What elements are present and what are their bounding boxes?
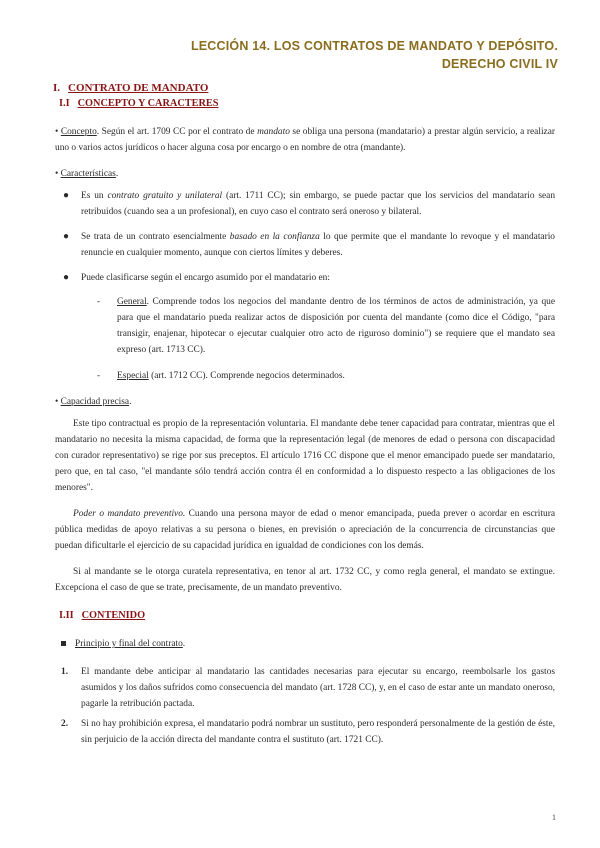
- list-item: [55, 716, 555, 748]
- mandato-preventivo-paragraph: [55, 506, 555, 554]
- item-text: El mandante debe anticipar al mandatario las cantidades necesarias para ejecutar su encargo, reembolsarle los gastos asumidos y los daños sufridos como consecuencia del mandato (art. 1728 CC), y, en el caso de estar ante un mandato oneroso, pagarle la retribución pactada.: [81, 667, 555, 709]
- bullet-dot: ●: [63, 231, 70, 242]
- mandato-preventivo-label: Poder o mandato preventivo.: [73, 509, 186, 519]
- document-body: [55, 80, 555, 752]
- subsection-number: I.II: [59, 610, 74, 621]
- caracteristicas-label: Características: [60, 169, 116, 179]
- bullet-marker: •: [55, 397, 59, 407]
- item-text: Es un: [81, 191, 108, 201]
- concepto-paragraph: [55, 124, 555, 156]
- concepto-text-end: se obliga una persona (mandatario) a prestar algún servicio, a realizar uno o varios actos jurídicos o hacer alguna cosa por encargo o en nombre de otra (mandante).: [55, 127, 555, 153]
- dash-marker: -: [97, 297, 101, 307]
- list-item-especial: [55, 368, 555, 384]
- capacidad-label: Capacidad precisa: [60, 397, 130, 407]
- subsection-title: CONCEPTO Y CARACTERES: [77, 98, 219, 109]
- principio-label: Principio y final del contrato: [75, 639, 183, 649]
- lesson-title: LECCIÓN 14. LOS CONTRATOS DE MANDATO Y DEPÓSITO.: [190, 39, 558, 53]
- curatela-paragraph: Si al mandante se le otorga curatela representativa, en tenor al art. 1732 CC, y como regla general, el mandato se extingue. Excepciona el caso de que se trate, precisamente, de un mandato preventivo.: [55, 567, 555, 593]
- caracteristicas-list: [55, 188, 555, 384]
- list-item: [55, 229, 555, 261]
- item-text: Si no hay prohibición expresa, el mandatario podrá nombrar un sustituto, pero responderá personalmente de la gestión de éste, sin perjuicio de la acción directa del mandante contra el sustituto (art. 1721 CC).: [81, 719, 555, 745]
- general-text: . Comprende todos los negocios del mandante dentro de los términos de actos de administración, ya que para que el mandatario pueda realizar actos de disposición por cuenta del mandante (como dice el Código, "para transigir, enajenar, hipotecar o ejecutar cualquier otro acto de riguroso dominio") se requiere que el mandato sea expreso (art. 1713 CC).: [117, 297, 555, 355]
- section-number: I.: [53, 82, 61, 94]
- dash-marker: -: [97, 371, 101, 381]
- obligaciones-list: [55, 664, 555, 748]
- especial-label: Especial: [117, 371, 149, 381]
- square-bullet-icon: [61, 641, 66, 646]
- section-title: CONTRATO DE MANDATO: [68, 82, 209, 94]
- mandato-preventivo-text: Cuando una persona mayor de edad o menor emancipada, pueda prever o acordar en escritura pública medidas de apoyo relativas a su persona o bienes, en previsión o apreciación de la concurrencia de circunstancias que puedan dificultarle el ejercicio de su capacidad jurídica en igualdad de condiciones con los demás.: [55, 509, 555, 551]
- item-number: 1.: [61, 667, 69, 677]
- list-item: [55, 188, 555, 220]
- bullet-marker: •: [55, 127, 59, 137]
- subsection-title: CONTENIDO: [81, 610, 146, 621]
- concepto-label: Concepto: [60, 127, 97, 137]
- capacidad-paragraph: Este tipo contractual es propio de la representación voluntaria. El mandante debe tener capacidad para contratar, mientras que el mandatario no necesita la misma capacidad, de forma que la representación legal (de menores de edad o persona con discapacidad con curador representativo) se rige por sus preceptos. El artículo 1716 CC dispone que el menor emancipado puede ser mandatario, pero que, en tal caso, "el mandante sólo tendrá acción contra él en conformidad a lo dispuesto respecto a las obligaciones de los menores".: [55, 419, 555, 493]
- caracteristicas-heading: [55, 166, 555, 182]
- bullet-dot: ●: [63, 272, 70, 283]
- item-text: Puede clasificarse según el encargo asumido por el mandatario en:: [81, 273, 330, 283]
- principio-heading: [55, 636, 555, 652]
- item-italic: contrato gratuito y unilateral: [107, 191, 223, 201]
- section-heading-mandato: [53, 80, 555, 96]
- capacidad-period: .: [129, 397, 132, 407]
- caracteristicas-period: .: [115, 169, 119, 179]
- general-label: General: [117, 297, 147, 307]
- subsection-number: I.I: [59, 98, 70, 109]
- concepto-text: . Según el art. 1709 CC por el contrato de: [96, 127, 258, 137]
- item-italic: basado en la confianza: [229, 232, 320, 242]
- item-text: Se trata de un contrato esencialmente: [81, 232, 230, 242]
- capacidad-heading: [55, 394, 555, 410]
- clasificacion-list: [55, 294, 555, 384]
- bullet-marker: •: [55, 169, 59, 179]
- course-title: DERECHO CIVIL IV: [441, 57, 558, 71]
- lesson-header: [191, 37, 558, 73]
- page-number: 1: [552, 813, 556, 822]
- list-item-general: [55, 294, 555, 358]
- subsection-heading-concepto: [59, 96, 555, 112]
- list-item: [55, 664, 555, 712]
- item-text-end: lo que permite que el mandante lo revoque y el mandatario renuncie en cualquier momento, aunque con ciertos límites y deberes.: [81, 232, 555, 258]
- concepto-italic: mandato: [257, 127, 290, 137]
- item-number: 2.: [61, 719, 69, 729]
- item-text-end: (art. 1711 CC); sin embargo, se puede pactar que los servicios del mandatario sean retribuidos (cuando sea a un profesional), en cuyo caso el contrato será oneroso y bilateral.: [81, 191, 556, 217]
- especial-text: (art. 1712 CC). Comprende negocios determinados.: [148, 371, 345, 381]
- bullet-dot: ●: [63, 190, 70, 201]
- subsection-heading-contenido: [59, 608, 555, 624]
- list-item: [55, 270, 555, 384]
- principio-period: .: [182, 639, 186, 649]
